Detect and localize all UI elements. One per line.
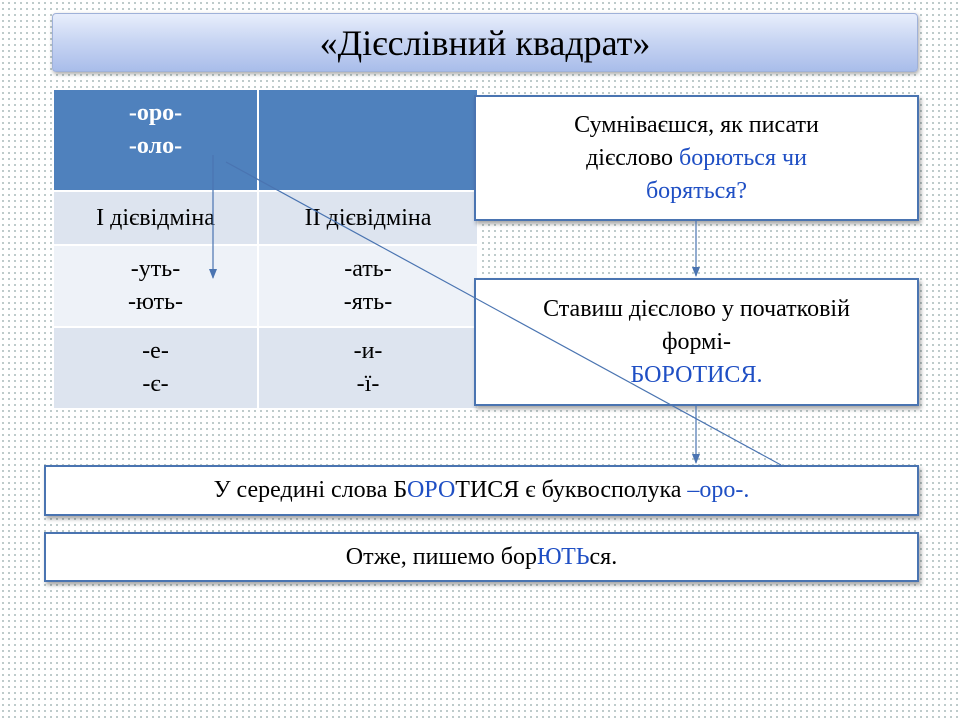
conclusion-text-2: ся. [589,543,618,570]
slide-title-text: «Дієслівний квадрат» [319,22,651,63]
header-oro: -оро- [128,100,183,126]
question-line1: Сумніваєшся, як писати [574,111,819,138]
infinitive-line2: формі- [661,328,732,355]
diagonal-connector-line [226,162,781,465]
first-conjugation-label: І дієвідміна [53,191,258,245]
second-conjugation-label: ІІ дієвідміна [258,191,478,245]
question-line2-text: дієслово [586,144,680,171]
ending-ut: -уть- [130,256,181,282]
infinitive-line1: Ставиш дієслово у початковій [543,295,850,322]
ending-yut: -ють- [127,289,184,315]
middle-highlight-combination: –оро-. [687,477,750,503]
vowel-y: -и- [353,338,383,364]
question-line2-highlight: борються чи [679,144,807,171]
middle-text-1: У середині слова Б [213,477,407,503]
conclusion-highlight-ending: ЮТЬ [537,543,590,570]
vowel-yi: -ї- [356,371,380,397]
ending-yat: -ять- [343,289,393,315]
infinitive-word: БОРОТИСЯ. [630,361,763,388]
ending-at: -ать- [344,256,392,282]
middle-highlight-oro: ОРО [406,477,456,503]
header-olo: -оло- [128,133,183,159]
conclusion-text-1: Отже, пишемо бор [345,543,538,570]
question-line3-highlight: боряться? [645,177,747,204]
vowel-e: -е- [142,338,169,364]
middle-text-2: ТИСЯ є буквосполука [455,477,688,503]
vowel-ye: -є- [142,371,169,397]
